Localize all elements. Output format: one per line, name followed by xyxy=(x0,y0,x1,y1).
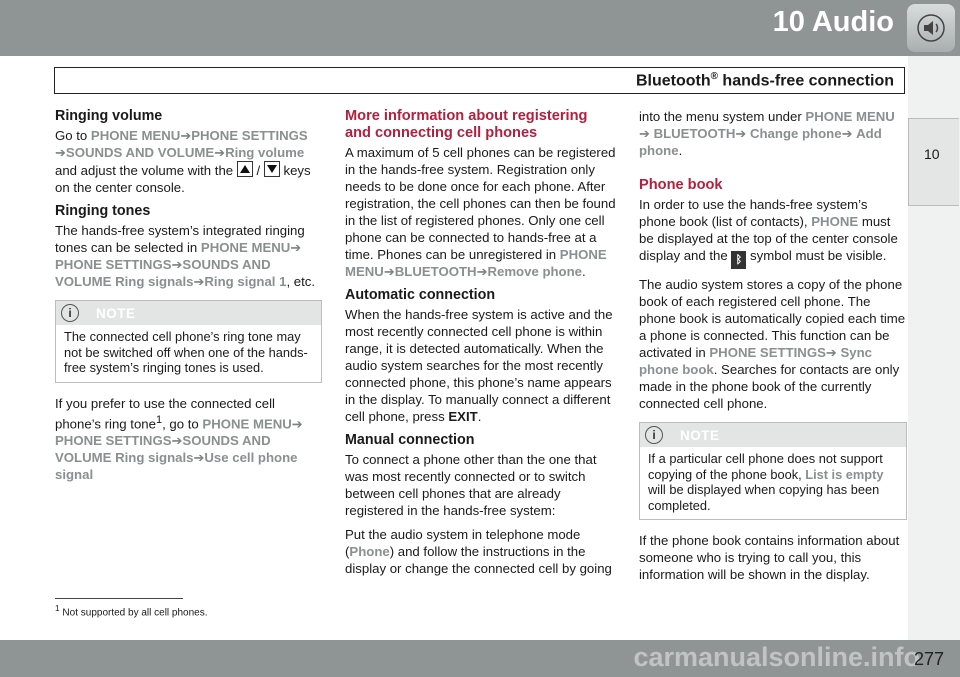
footnote: $^1$ Not supported by all cell phones. xyxy=(55,603,208,619)
arrow-icon: ➔ xyxy=(476,264,488,279)
note-box: i NOTE If a particular cell phone does not support copying of the phone book, List is empty will be displayed when copying has been completed. xyxy=(639,422,907,520)
caller-info-text: If the phone book contains information about someone who is trying to call you, this information will be shown in the display. xyxy=(639,533,900,582)
column-2 xyxy=(345,108,617,584)
footer-bar xyxy=(0,640,960,677)
up-key-icon xyxy=(237,161,253,177)
arrow-icon: ➔ xyxy=(825,345,837,360)
auto-connection-text: When the hands-free system is active and the most recently connected cell phone is within range, it is detected automatically. When the audio system searches for the most recently connected phone, this phone’s name appears in the display. To manually connect a different cell phone, press EXIT. xyxy=(345,307,613,424)
preference-text: If you prefer to use the connected cell phone’s ring tone$^1$, go to PHONE MENU➔ PHONE SETTINGS➔SOUNDS AND VOLUME Ring signals➔Use cell phone signal xyxy=(55,395,303,482)
manual-connection-text: To connect a phone other than the one that was most recently connected or to switch between cell phones that are already registered in the hands-free system: xyxy=(345,452,597,518)
ringing-volume-text: Go to PHONE MENU➔PHONE SETTINGS ➔SOUNDS AND VOLUME➔Ring volume and adjust the volume with the / keys on the center console. xyxy=(55,128,311,195)
note-box: i NOTE The connected cell phone’s ring tone may not be switched off when one of the hands-free system’s ringing tones is used. xyxy=(55,300,322,383)
header-bar xyxy=(0,0,960,56)
arrow-icon: ➔ xyxy=(193,274,205,289)
bluetooth-icon: ᛒ xyxy=(731,251,746,269)
arrow-icon: ➔ xyxy=(735,126,747,141)
heading-manual-connection: Manual connection xyxy=(345,432,475,448)
column-1 xyxy=(55,108,322,490)
heading-auto-connection: Automatic connection xyxy=(345,287,496,303)
more-info-text: A maximum of 5 cell phones can be registered in the hands-free system. Registration only needs to be done once for each phone. After registration, the cell phones can then be found in the list of registered phones. Only one cell phone can be connected to hands-free at a time. Phones can be unregistered in PHONE MENU➔BLUETOOTH➔Remove phone. xyxy=(345,145,616,279)
arrow-icon: ➔ xyxy=(841,126,853,141)
arrow-icon: ➔ xyxy=(180,128,192,143)
arrow-icon: ➔ xyxy=(291,415,303,431)
phone-book-text: In order to use the hands-free system’s phone book (list of contacts), PHONE must be displayed at the top of the center console display and the ᛒ symbol must be visible. xyxy=(639,196,907,269)
arrow-icon: ➔ xyxy=(639,126,650,141)
continued-text: into the menu system under PHONE MENU ➔ BLUETOOTH➔ Change phone➔ Add phone. xyxy=(639,109,895,158)
info-icon: i xyxy=(61,304,79,322)
chapter-tab: 10 xyxy=(908,118,959,206)
page-number: 277 xyxy=(913,649,944,669)
arrow-icon: ➔ xyxy=(290,240,302,255)
watermark: carmanualsonline.info xyxy=(633,642,920,672)
section-title: Bluetooth® hands-free connection xyxy=(635,71,894,90)
arrow-icon: ➔ xyxy=(193,449,205,465)
heading-ringing-tones: Ringing tones xyxy=(55,203,151,219)
arrow-icon: ➔ xyxy=(171,257,183,272)
heading-ringing-volume: Ringing volume xyxy=(55,108,163,124)
arrow-icon: ➔ xyxy=(171,432,183,448)
chapter-title: 10 Audio xyxy=(772,6,894,38)
section-bar xyxy=(54,67,905,94)
arrow-icon: ➔ xyxy=(383,264,395,279)
telephone-mode-text: Put the audio system in telephone mode (Phone) and follow the instructions in the display or change the connected cell by going xyxy=(345,527,612,576)
speaker-icon xyxy=(907,4,955,52)
ringing-tones-text: The hands-free system’s integrated ringing tones can be selected in PHONE MENU➔ PHONE SETTINGS➔SOUNDS AND VOLUME Ring signals➔Ring signal 1, etc. xyxy=(55,223,316,289)
arrow-icon: ➔ xyxy=(55,145,66,160)
down-key-icon xyxy=(264,161,280,177)
footnote-divider xyxy=(55,598,183,599)
heading-phone-book: Phone book xyxy=(639,177,723,193)
info-icon: i xyxy=(645,426,663,444)
arrow-icon: ➔ xyxy=(214,145,226,160)
heading-more-info: More information about registering and connecting cell phones xyxy=(345,108,588,141)
column-3 xyxy=(639,108,907,590)
store-text: The audio system stores a copy of the phone book of each registered cell phone. The phone book is automatically copied each time a phone is connected. This function can be activated in PHONE SETTINGS➔ Sync phone book. Searches for contacts are only made in the phone book of the currently connected cell phone. xyxy=(639,277,906,411)
